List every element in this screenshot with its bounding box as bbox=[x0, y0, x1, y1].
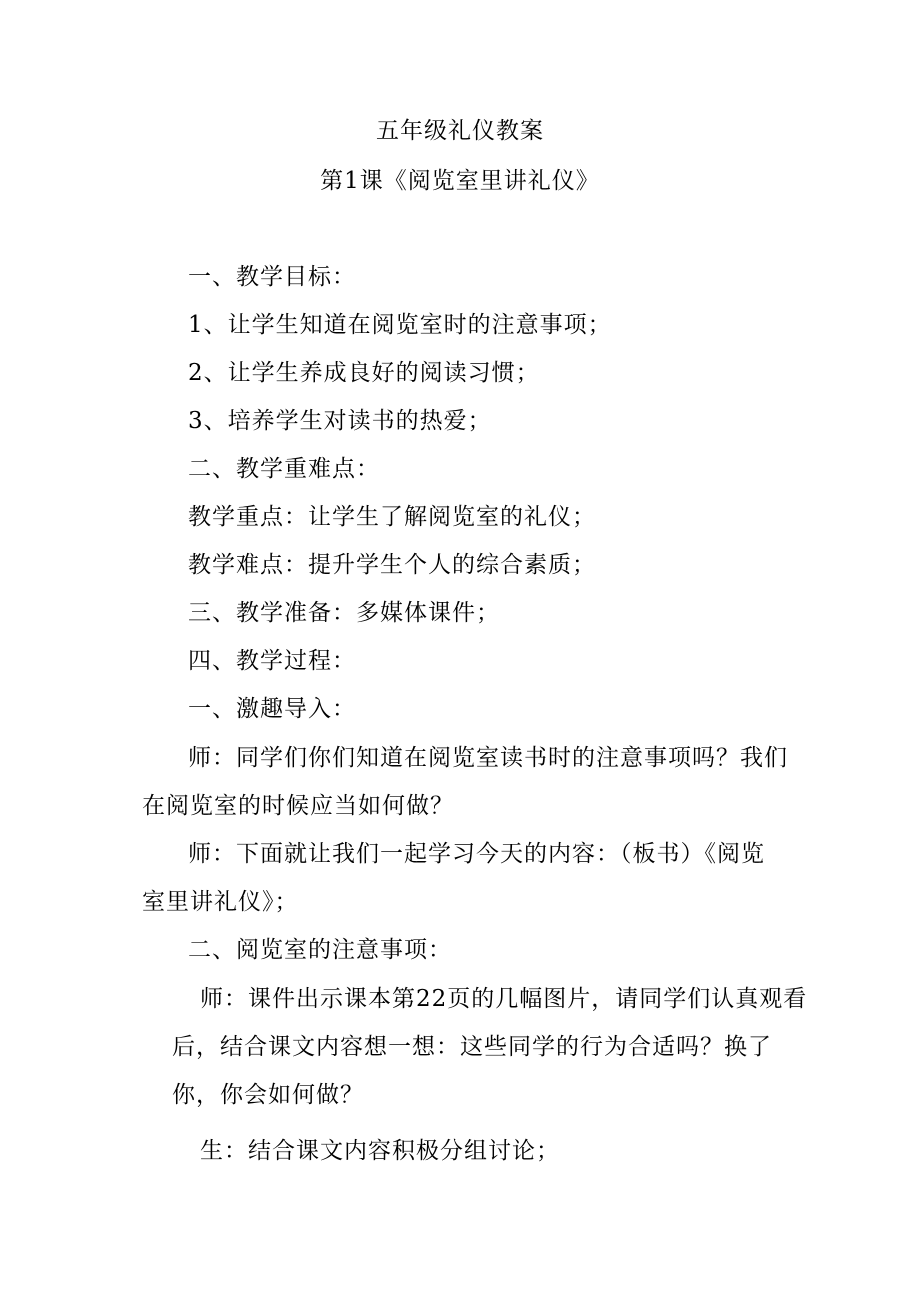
key-point: 教学重点：让学生了解阅览室的礼仪； bbox=[188, 504, 596, 530]
document-title: 五年级礼仪教案 bbox=[376, 118, 544, 144]
objective-item-1: 1、让学生知道在阅览室时的注意事项； bbox=[188, 312, 612, 338]
document-subtitle: 第1课《阅览室里讲礼仪》 bbox=[320, 168, 600, 194]
objective-item-2: 2、让学生养成良好的阅读习惯； bbox=[188, 360, 540, 386]
teacher-line-2-a: 师：下面就让我们一起学习今天的内容：（板书）《阅览 bbox=[188, 841, 765, 867]
teacher-line-3-a: 师：课件出示课本第22页的几幅图片，请同学们认真观看 bbox=[200, 986, 808, 1012]
section-heading-preparation: 三、教学准备：多媒体课件； bbox=[188, 600, 500, 626]
process-step-intro: 一、激趣导入： bbox=[188, 696, 356, 722]
difficult-point: 教学难点：提升学生个人的综合素质； bbox=[188, 552, 596, 578]
teacher-line-1-a: 师：同学们你们知道在阅览室读书时的注意事项吗？我们 bbox=[188, 745, 788, 771]
teacher-line-3-c: 你，你会如何做？ bbox=[172, 1082, 364, 1108]
teacher-line-1-b: 在阅览室的时候应当如何做？ bbox=[142, 793, 454, 819]
student-line: 生：结合课文内容积极分组讨论； bbox=[200, 1138, 560, 1164]
section-heading-process: 四、教学过程： bbox=[188, 648, 356, 674]
section-heading-key-points: 二、教学重难点： bbox=[188, 456, 380, 482]
teacher-line-2-b: 室里讲礼仪》； bbox=[142, 889, 299, 915]
teacher-line-3-b: 后，结合课文内容想一想：这些同学的行为合适吗？换了 bbox=[172, 1034, 772, 1060]
process-step-notes: 二、阅览室的注意事项： bbox=[188, 937, 452, 963]
objective-item-3: 3、培养学生对读书的热爱； bbox=[188, 408, 492, 434]
section-heading-objectives: 一、教学目标： bbox=[188, 264, 356, 290]
